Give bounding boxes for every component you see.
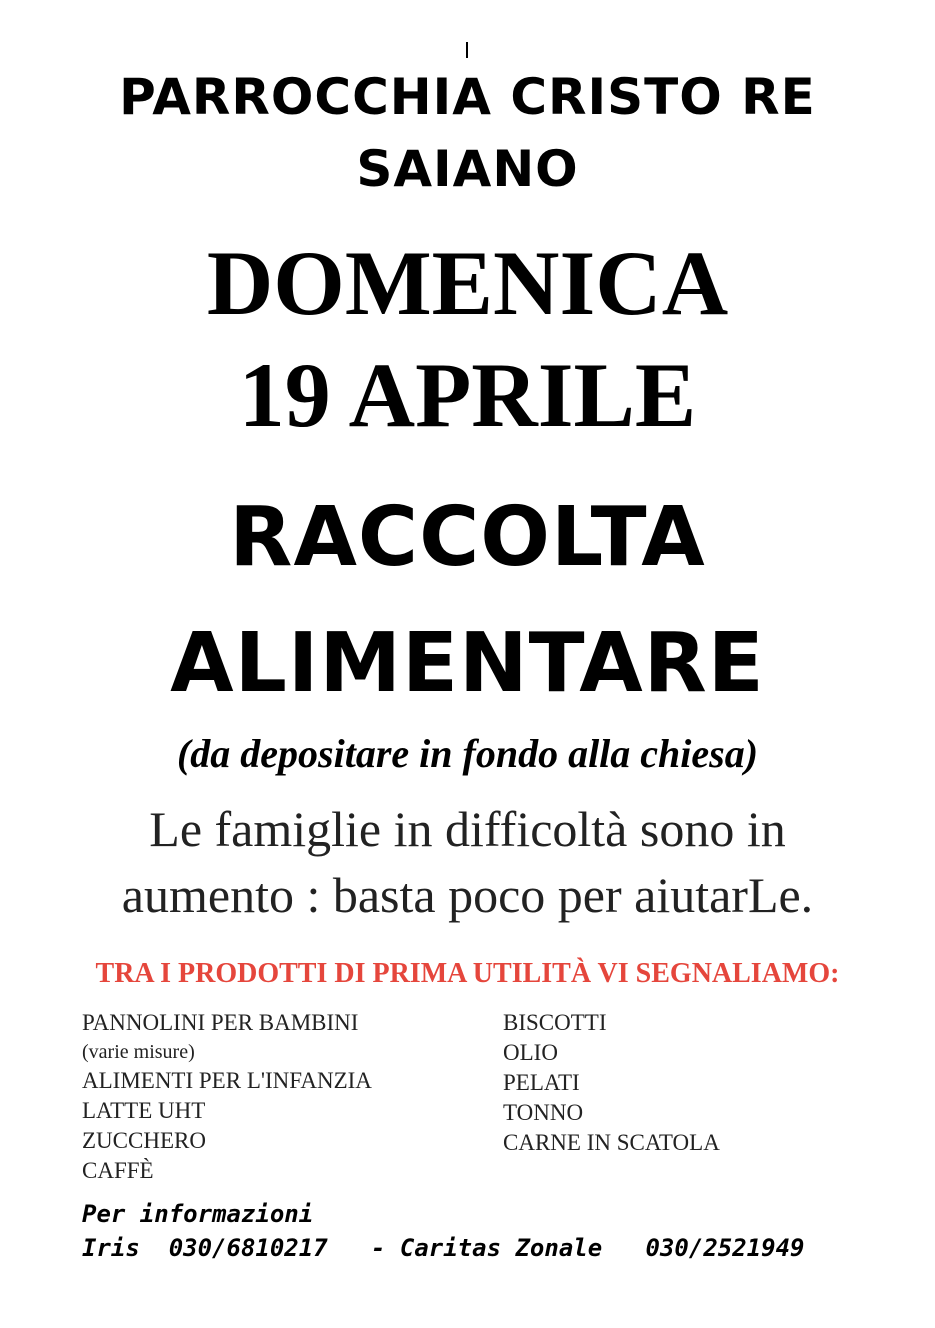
info-contacts: Iris 030/6810217 - Caritas Zonale 030/2521949	[82, 1234, 805, 1262]
parish-name: PARROCCHIA CRISTO RE	[119, 68, 816, 126]
product-item: CAFFÈ	[82, 1158, 154, 1183]
product-item: TONNO	[503, 1100, 584, 1125]
event-title-line2: ALIMENTARE	[170, 616, 765, 711]
product-item-note: (varie misure)	[82, 1041, 195, 1063]
products-heading: TRA I PRODOTTI DI PRIMA UTILITÀ VI SEGNALIAMO:	[95, 958, 840, 989]
message-line2: aumento : basta poco per aiutarLe.	[121, 867, 814, 923]
message-line1: Le famiglie in difficoltà sono in	[149, 801, 786, 857]
product-item: CARNE IN SCATOLA	[503, 1130, 720, 1155]
product-item: ALIMENTI PER L'INFANZIA	[82, 1068, 372, 1093]
event-title-line1: RACCOLTA	[229, 490, 706, 585]
product-item: ZUCCHERO	[82, 1128, 206, 1153]
product-item: PANNOLINI PER BAMBINI	[82, 1010, 359, 1035]
deposit-note: (da depositare in fondo alla chiesa)	[176, 731, 759, 776]
product-item: LATTE UHT	[82, 1098, 206, 1123]
product-item: BISCOTTI	[503, 1010, 607, 1035]
event-day: DOMENICA	[206, 232, 729, 334]
event-date: 19 APRILE	[238, 344, 697, 446]
top-mark	[466, 42, 468, 58]
info-title: Per informazioni	[82, 1200, 314, 1228]
parish-location: SAIANO	[356, 140, 579, 198]
products-list-right	[503, 1008, 720, 1158]
products-list-left	[82, 1008, 372, 1186]
product-item: PELATI	[503, 1070, 580, 1095]
product-item: OLIO	[503, 1040, 558, 1065]
